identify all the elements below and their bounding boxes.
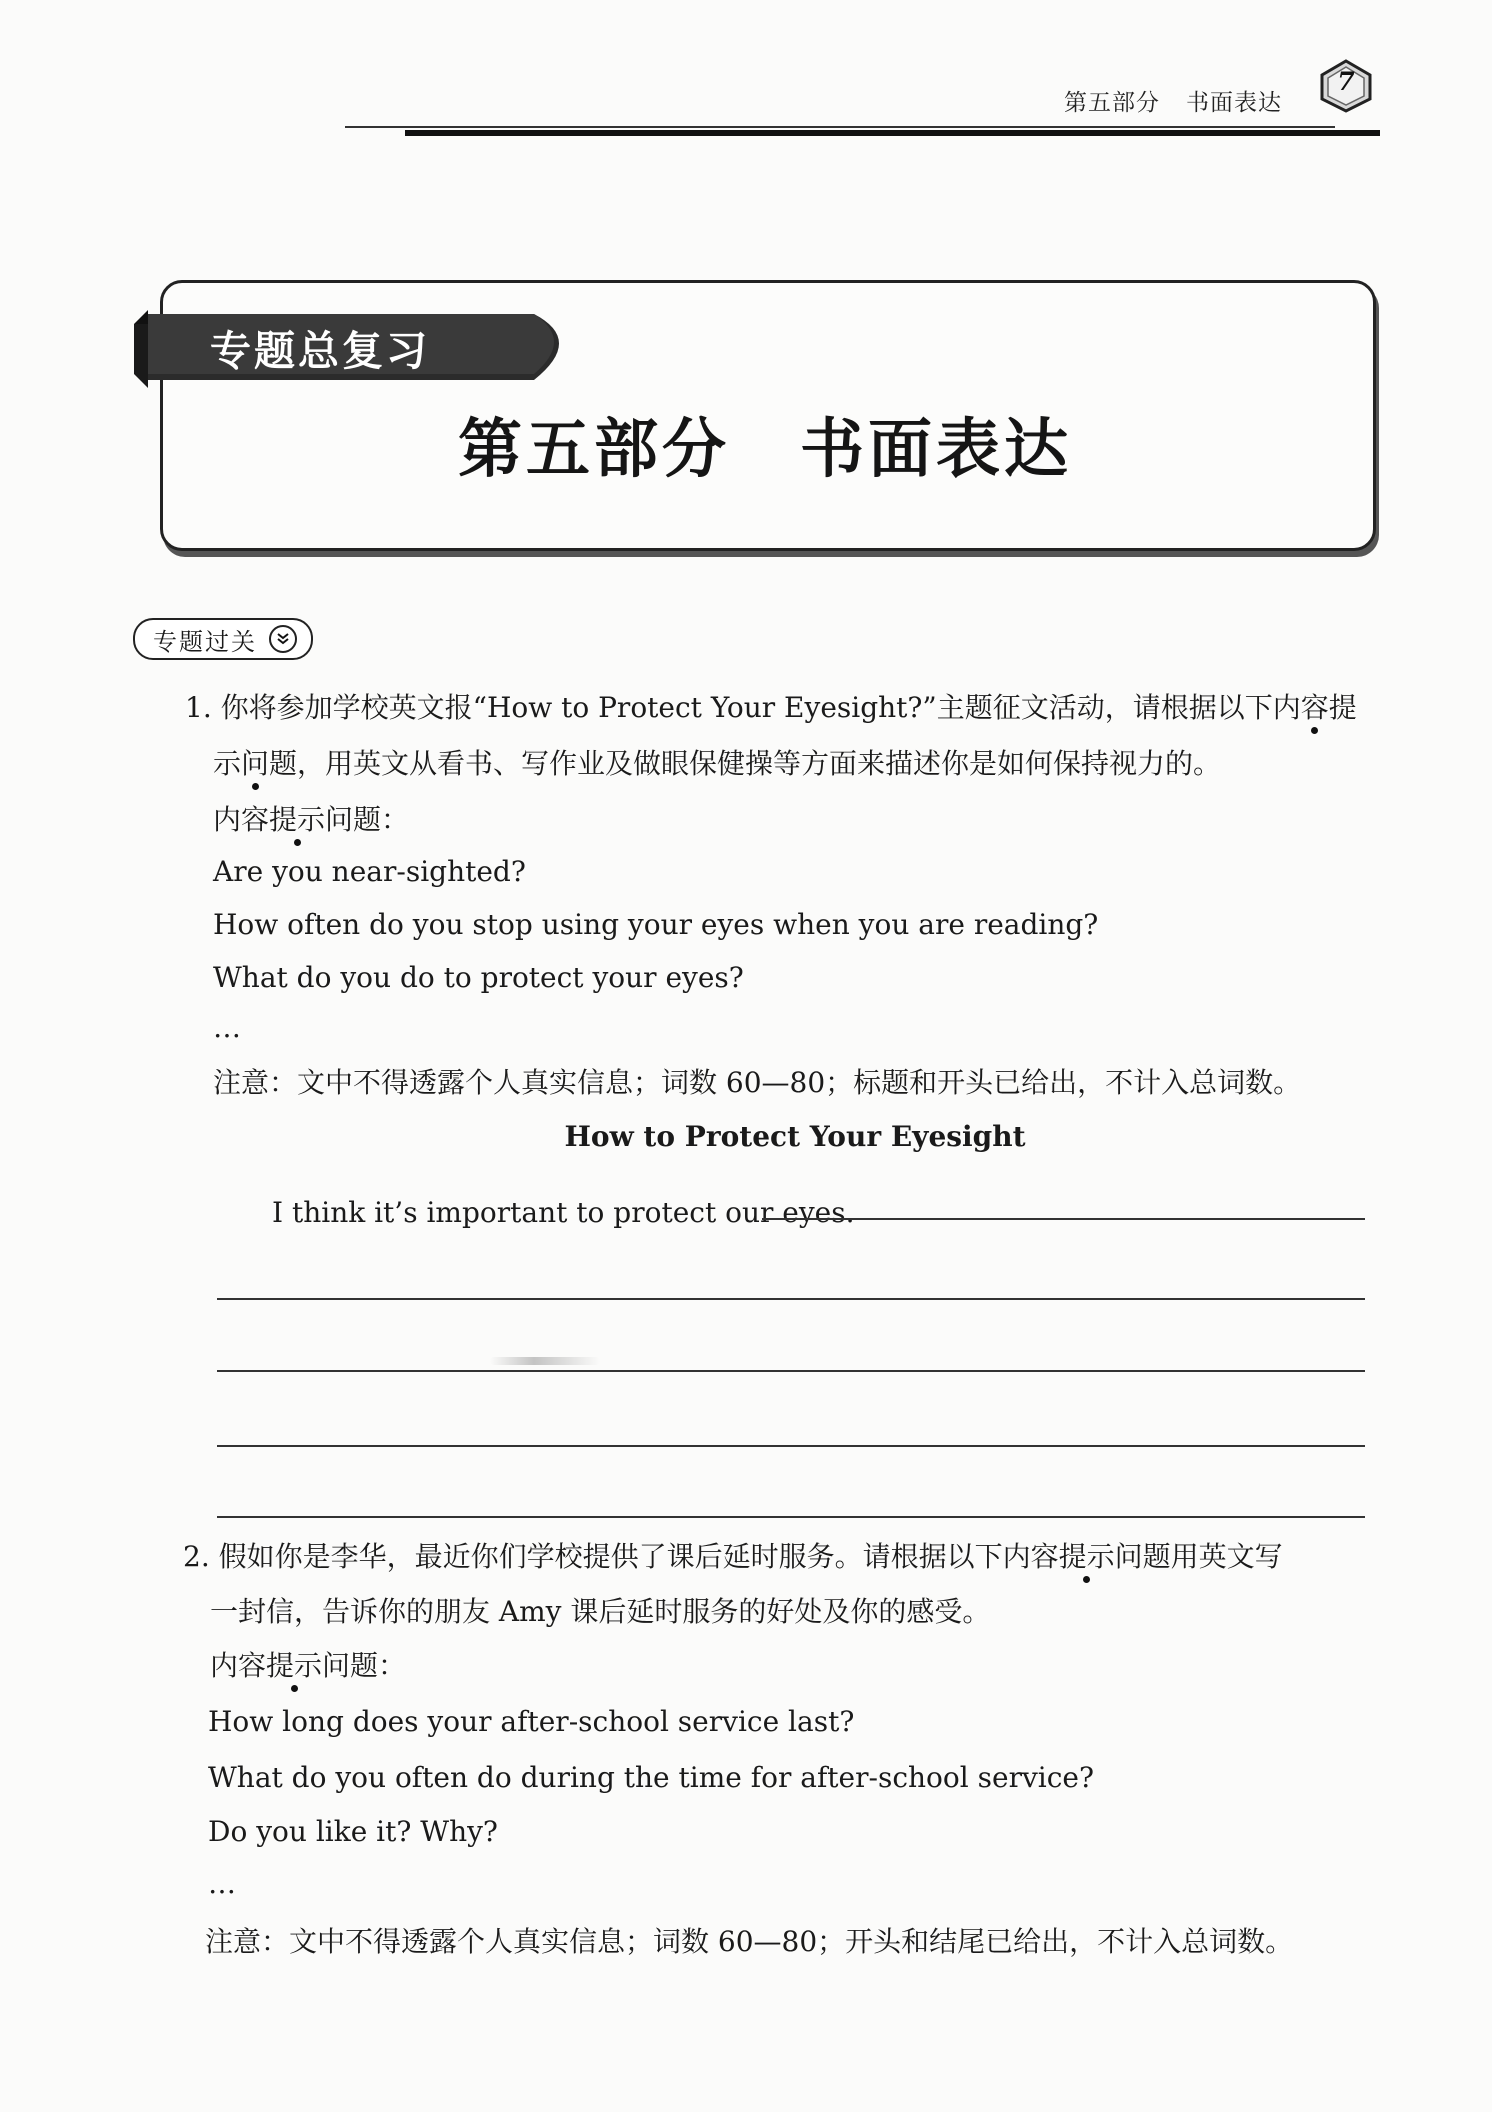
q1-hint-1: Are you near-sighted? (213, 855, 526, 888)
q1-prompt-emphasis-b: 示问题 (213, 744, 297, 784)
header-part: 第五部分 (1064, 90, 1160, 116)
q1-essay-title: How to Protect Your Eyesight (564, 1120, 1026, 1153)
answer-line[interactable] (762, 1218, 1365, 1220)
q2-prompt-text: 假如你是李华，最近你们学校提供了课后延时服务。请根据以下 (218, 1540, 1003, 1573)
q1-prompt-text: 你将参加学校英文报“How to Protect Your Eyesight?”主题征文活动，请根据以下 (220, 691, 1273, 724)
q2-hints-title-text: 内容提示问题 (210, 1646, 378, 1686)
q1-number: 1. (185, 691, 212, 724)
q1-essay-opening: I think it’s important to protect our eyes. (272, 1196, 855, 1229)
answer-line[interactable] (217, 1445, 1365, 1447)
header-section: 书面表达 (1186, 90, 1282, 116)
q1-prompt-text-2: ，用英文从看书、写作业及做眼保健操等方面来描述你是如何保持视力的。 (297, 747, 1222, 780)
section-tag-label: 专题过关 (153, 627, 257, 656)
section-tag (133, 618, 313, 660)
answer-line[interactable] (217, 1370, 1365, 1372)
q2-prompt-line-2: 一封信，告诉你的朋友 Amy 课后延时服务的好处及你的感受。 (210, 1595, 991, 1628)
chapter-title (160, 398, 1370, 490)
running-header (1064, 84, 1282, 117)
double-chevron-down-icon (269, 625, 297, 653)
scan-smudge (490, 1357, 600, 1365)
q2-prompt-emphasis: 内容提示问题 (1003, 1537, 1171, 1577)
chapter-title-part: 第五部分 (458, 412, 730, 487)
q1-hint-ellipsis: … (213, 1011, 241, 1044)
q2-note: 注意：文中不得透露个人真实信息；词数 60—80；开头和结尾已给出，不计入总词数。 (205, 1925, 1294, 1958)
q1-prompt-line-2 (213, 744, 1221, 784)
page-number: 7 (1337, 67, 1355, 96)
q1-hints-title-text: 内容提示问题 (213, 800, 381, 840)
q2-hints-colon: ： (378, 1649, 407, 1682)
q1-hints-colon: ： (381, 803, 410, 836)
q2-hint-ellipsis: … (208, 1867, 236, 1900)
header-rule-bold (405, 130, 1380, 136)
q1-hints-title (213, 800, 409, 840)
q2-prompt-text-b: 用英文写 (1170, 1540, 1283, 1573)
q1-prompt-line-1 (185, 688, 1357, 728)
q1-note: 注意：文中不得透露个人真实信息；词数 60—80；标题和开头已给出，不计入总词数。 (213, 1066, 1302, 1099)
ribbon-label: 专题总复习 (210, 327, 430, 375)
q2-hints-title (210, 1646, 406, 1686)
answer-line[interactable] (217, 1298, 1365, 1300)
q2-prompt-line-1 (183, 1537, 1283, 1577)
q2-hint-3: Do you like it? Why? (208, 1815, 498, 1848)
header-rule (345, 126, 1335, 128)
q1-hint-3: What do you do to protect your eyes? (213, 961, 744, 994)
answer-line[interactable] (217, 1516, 1365, 1518)
q2-hint-2: What do you often do during the time for after-school service? (208, 1761, 1094, 1794)
chapter-title-section: 书面表达 (800, 412, 1072, 487)
q2-number: 2. (183, 1540, 210, 1573)
q1-hint-2: How often do you stop using your eyes when you are reading? (213, 908, 1099, 941)
q2-hint-1: How long does your after-school service last? (208, 1705, 855, 1738)
q1-prompt-emphasis-a: 内容提 (1273, 688, 1357, 728)
